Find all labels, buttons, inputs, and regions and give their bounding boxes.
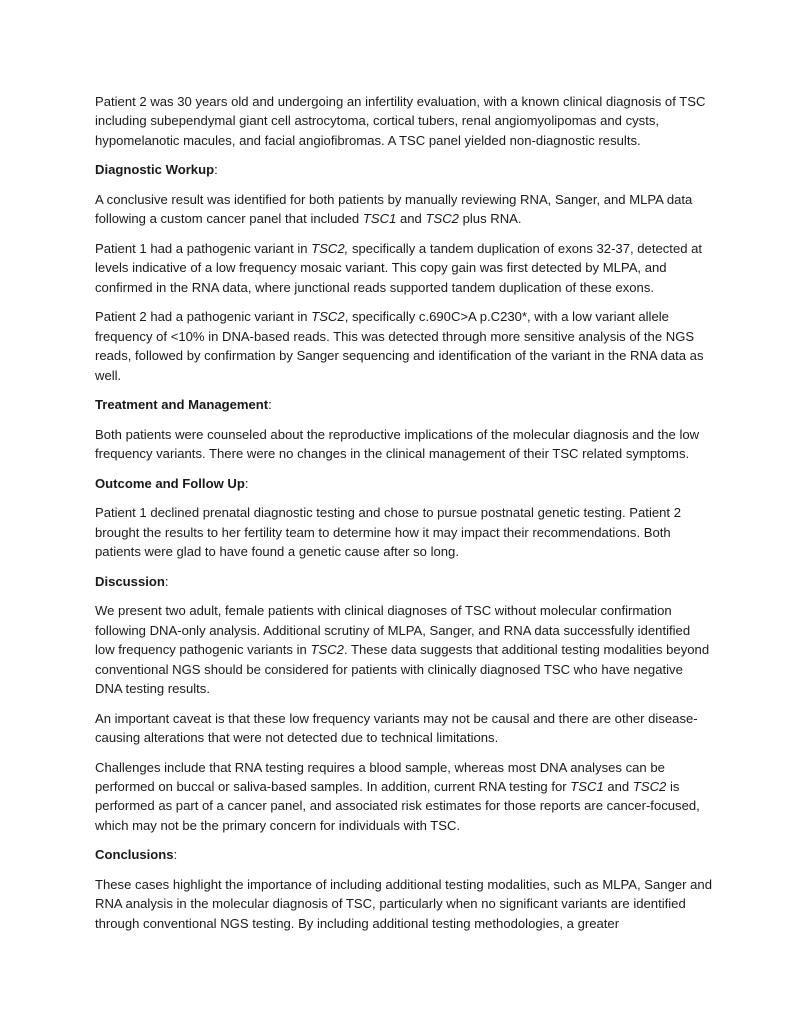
heading-diagnostic-workup-text: Diagnostic Workup xyxy=(95,162,215,178)
heading-treatment-text: Treatment and Management xyxy=(95,397,269,413)
challenges-text-b: is performed as part of a cancer panel, and associated risk estimates for those reports are cancer-focused, which may not be the primary concern for individuals with TSC. xyxy=(95,779,700,833)
patient2-text-b: , specifically c.690C>A p.C230*, with a low variant allele frequency of <10% in DNA-based reads. This was detected through more sensitive analysis of the NGS reads, followed by confirmation by Sanger sequencing and identification of the variant in the RNA data as well. xyxy=(95,309,704,383)
heading-treatment xyxy=(95,395,713,414)
workup-text-b: plus RNA. xyxy=(458,211,522,227)
gene-tsc1: TSC1 xyxy=(570,779,604,795)
heading-outcome xyxy=(95,474,713,493)
document-page xyxy=(95,92,713,943)
gene-tsc2: TSC2 xyxy=(310,642,344,658)
gene-tsc2: TSC2 xyxy=(311,309,345,325)
paragraph-caveat: An important caveat is that these low frequency variants may not be causal and there are other disease-causing alterations that were not detected due to technical limitations. xyxy=(95,710,698,746)
patient2-text-a: Patient 2 had a pathogenic variant in xyxy=(95,309,312,325)
gene-tsc1: TSC1 xyxy=(362,211,397,227)
heading-colon: : xyxy=(268,397,272,413)
heading-conclusions xyxy=(95,845,713,864)
workup-text-a: A conclusive result was identified for both patients by manually reviewing RNA, Sanger, and MLPA data following a custom cancer panel that included xyxy=(95,192,693,227)
heading-diagnostic-workup xyxy=(95,160,713,179)
paragraph-treatment: Both patients were counseled about the reproductive implications of the molecular diagnosis and the low frequency variants. There were no changes in the clinical management of their TSC related symptoms. xyxy=(95,426,700,462)
heading-outcome-text: Outcome and Follow Up xyxy=(95,475,245,491)
challenges-text-a: Challenges include that RNA testing requires a blood sample, whereas most DNA analyses can be performed on buccal or saliva-based samples. In addition, current RNA testing for xyxy=(95,759,665,795)
paragraph-discussion xyxy=(95,601,713,698)
challenges-text-and: and xyxy=(603,779,633,795)
gene-tsc2: TSC2, xyxy=(311,241,349,256)
heading-colon: : xyxy=(173,847,178,863)
paragraph-patient2-intro: Patient 2 was 30 years old and undergoing an infertility evaluation, with a known clinical diagnosis of TSC including subependymal giant cell astrocytoma, cortical tubers, renal angiomyolipomas and cysts, hypomelanotic macules, and facial angiofibromas. A TSC panel yielded non-diagnostic results. xyxy=(95,94,706,148)
workup-text-and: and xyxy=(396,211,426,227)
discussion-text-b: . These data suggests that additional testing modalities beyond conventional NGS should be considered for patients with clinically diagnosed TSC who have negative DNA testing results. xyxy=(95,642,710,697)
patient1-text-b: specifically a tandem duplication of exons 32-37, detected at levels indicative of a low frequency mosaic variant. This copy gain was first detected by MLPA, and confirmed in the RNA data, where junctional reads supported tandem duplication of these exons. xyxy=(95,241,703,295)
discussion-text-a: We present two adult, female patients with clinical diagnoses of TSC without molecular confirmation following DNA-only analysis. Additional scrutiny of MLPA, Sanger, and RNA data successfully identified low frequency pathogenic variants in xyxy=(95,603,691,658)
paragraph-patient1-variant xyxy=(95,239,713,297)
heading-colon: : xyxy=(214,162,218,178)
paragraph-conclusions: These cases highlight the importance of including additional testing modalities, such as MLPA, Sanger and RNA analysis in the molecular diagnosis of TSC, particularly when no significant variants are identified through conventional NGS testing. By including additional testing methodologies, a greater xyxy=(95,877,712,931)
heading-colon: : xyxy=(164,573,169,589)
gene-tsc2: TSC2 xyxy=(425,211,459,227)
paragraph-workup xyxy=(95,190,713,229)
heading-conclusions-text: Conclusions xyxy=(95,847,174,863)
heading-colon: : xyxy=(244,475,249,491)
paragraph-challenges xyxy=(95,758,713,836)
paragraph-patient2-variant xyxy=(95,307,713,385)
patient1-text-a: Patient 1 had a pathogenic variant in xyxy=(95,241,312,256)
gene-tsc2: TSC2 xyxy=(632,779,667,795)
paragraph-outcome: Patient 1 declined prenatal diagnostic testing and chose to pursue postnatal genetic testing. Patient 2 brought the results to her fertility team to determine how it may impact their recommendations. Both patients were glad to have found a genetic cause after so long. xyxy=(95,505,681,560)
heading-discussion-text: Discussion xyxy=(95,573,165,589)
heading-discussion xyxy=(95,572,713,591)
